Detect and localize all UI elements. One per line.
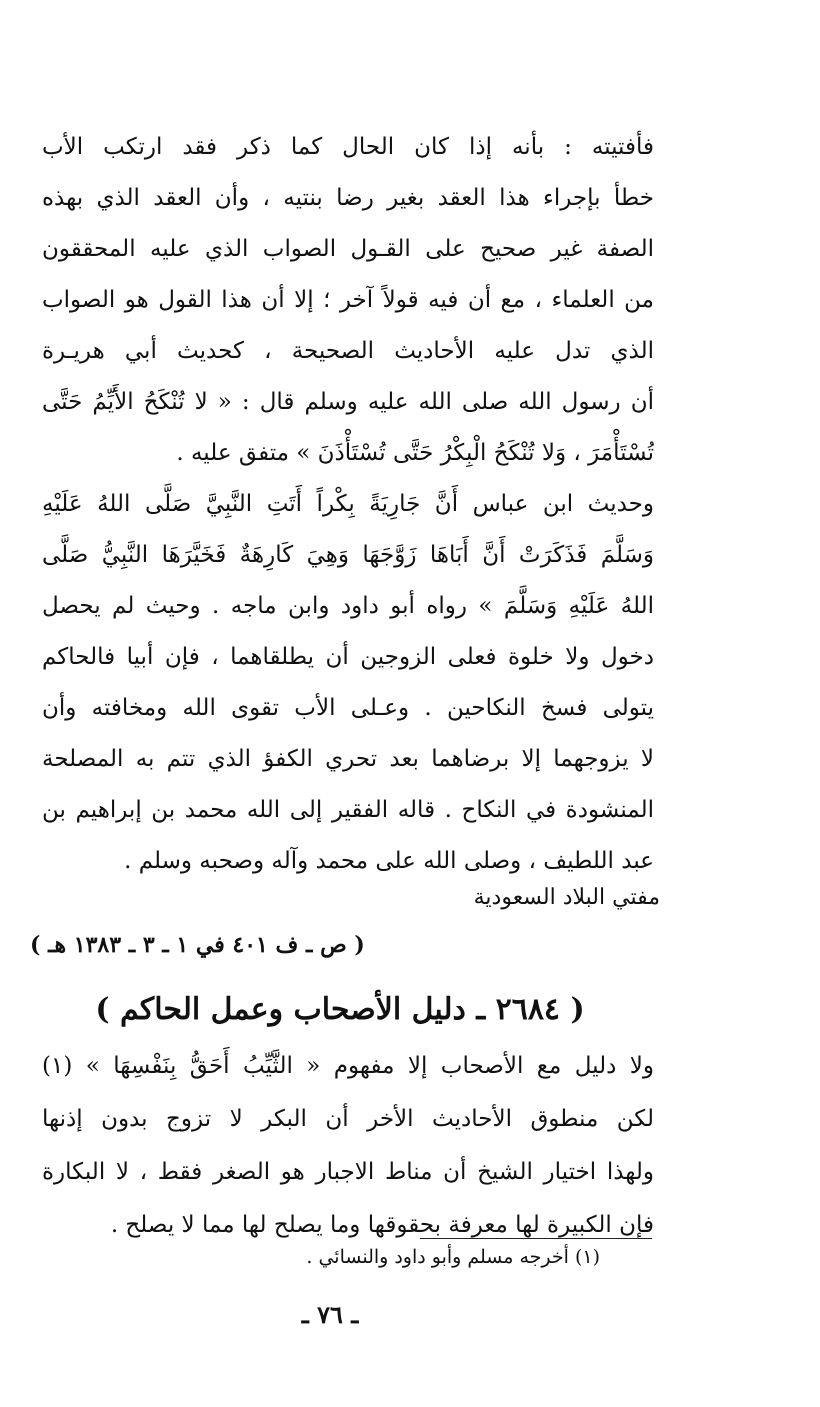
reference-number: ( ص ـ ف ٤٠١ في ١ ـ ٣ ـ ١٣٨٣ هـ ) [30, 932, 365, 958]
footnote: (١) أخرجه مسلم وأبو داود والنسائي . [306, 1246, 600, 1268]
text-line: يتولى فسخ النكاحين . وعـلى الأب تقوى الله ومخافته وأن [42, 695, 654, 721]
text-line: وَسَلَّمَ فَذَكَرَتْ أَنَّ أَبَاهَا زَوَّجَهَا وَهِيَ كَارِهَةٌ فَخَيَّرَهَا النَّبِيُّ صَلَّى [42, 542, 654, 568]
text-line: لكن منطوق الأحاديث الأخر أن البكر لا تزوج بدون إذنها [42, 1106, 654, 1132]
section-heading: ( ٢٦٨٤ ـ دليل الأصحاب وعمل الحاكم ) [95, 992, 585, 1027]
text-line: عبد اللطيف ، وصلى الله على محمد وآله وصحبه وسلم . [124, 848, 654, 874]
footnote-divider [420, 1238, 652, 1239]
text-line: ولهذا اختيار الشيخ أن مناط الاجبار هو الصغر فقط ، لا البكارة [42, 1159, 654, 1185]
text-line: فأفتيته : بأنه إذا كان الحال كما ذكر فقد ارتكب الأب [42, 134, 654, 160]
text-line: أن رسول الله صلى الله عليه وسلم قال : « لا تُنْكَحُ الأَيِّمُ حَتَّى [42, 389, 654, 415]
text-line: لا يزوجهما إلا برضاهما بعد تحري الكفؤ الذي تتم به المصلحة [42, 746, 654, 772]
text-line: تُسْتَأْمَرَ ، وَلا تُنْكَحُ الْبِكْرُ حَتَّى تُسْتَأْذَنَ » متفق عليه . [176, 440, 654, 466]
text-line: الذي تدل عليه الأحاديث الصحيحة ، كحديث أبي هريـرة [42, 338, 654, 364]
signature-title: مفتي البلاد السعودية [473, 885, 660, 910]
text-line: وحديث ابن عباس أَنَّ جَارِيَةً بِكْراً أَتَتِ النَّبِيَّ صَلَّى اللهُ عَلَيْهِ [42, 491, 654, 517]
section-text [42, 1040, 654, 1252]
text-line: الصفة غير صحيح على القـول الصواب الذي عليه المحققون [42, 236, 654, 262]
page-number: ـ ٧٦ ـ [301, 1300, 359, 1329]
text-line: ولا دليل مع الأصحاب إلا مفهوم « الثَّيِّبُ أَحَقُّ بِنَفْسِهَا » (١) [42, 1053, 654, 1079]
text-line: دخول ولا خلوة فعلى الزوجين أن يطلقاهما ، فإن أبيا فالحاكم [42, 644, 654, 670]
text-line: المنشودة في النكاح . قاله الفقير إلى الله محمد بن إبراهيم بن [42, 797, 654, 823]
fatwa-text [42, 122, 654, 887]
text-line: من العلماء ، مع أن فيه قولاً آخر ؛ إلا أن هذا القول هو الصواب [42, 287, 654, 313]
text-line: خطأ بإجراء هذا العقد بغير رضا بنتيه ، وأن العقد الذي بهذه [42, 185, 654, 211]
text-line: فإن الكبيرة لها معرفة بحقوقها وما يصلح لها مما لا يصلح . [110, 1212, 654, 1238]
text-line: اللهُ عَلَيْهِ وَسَلَّمَ » رواه أبو داود وابن ماجه . وحيث لم يحصل [42, 593, 654, 619]
